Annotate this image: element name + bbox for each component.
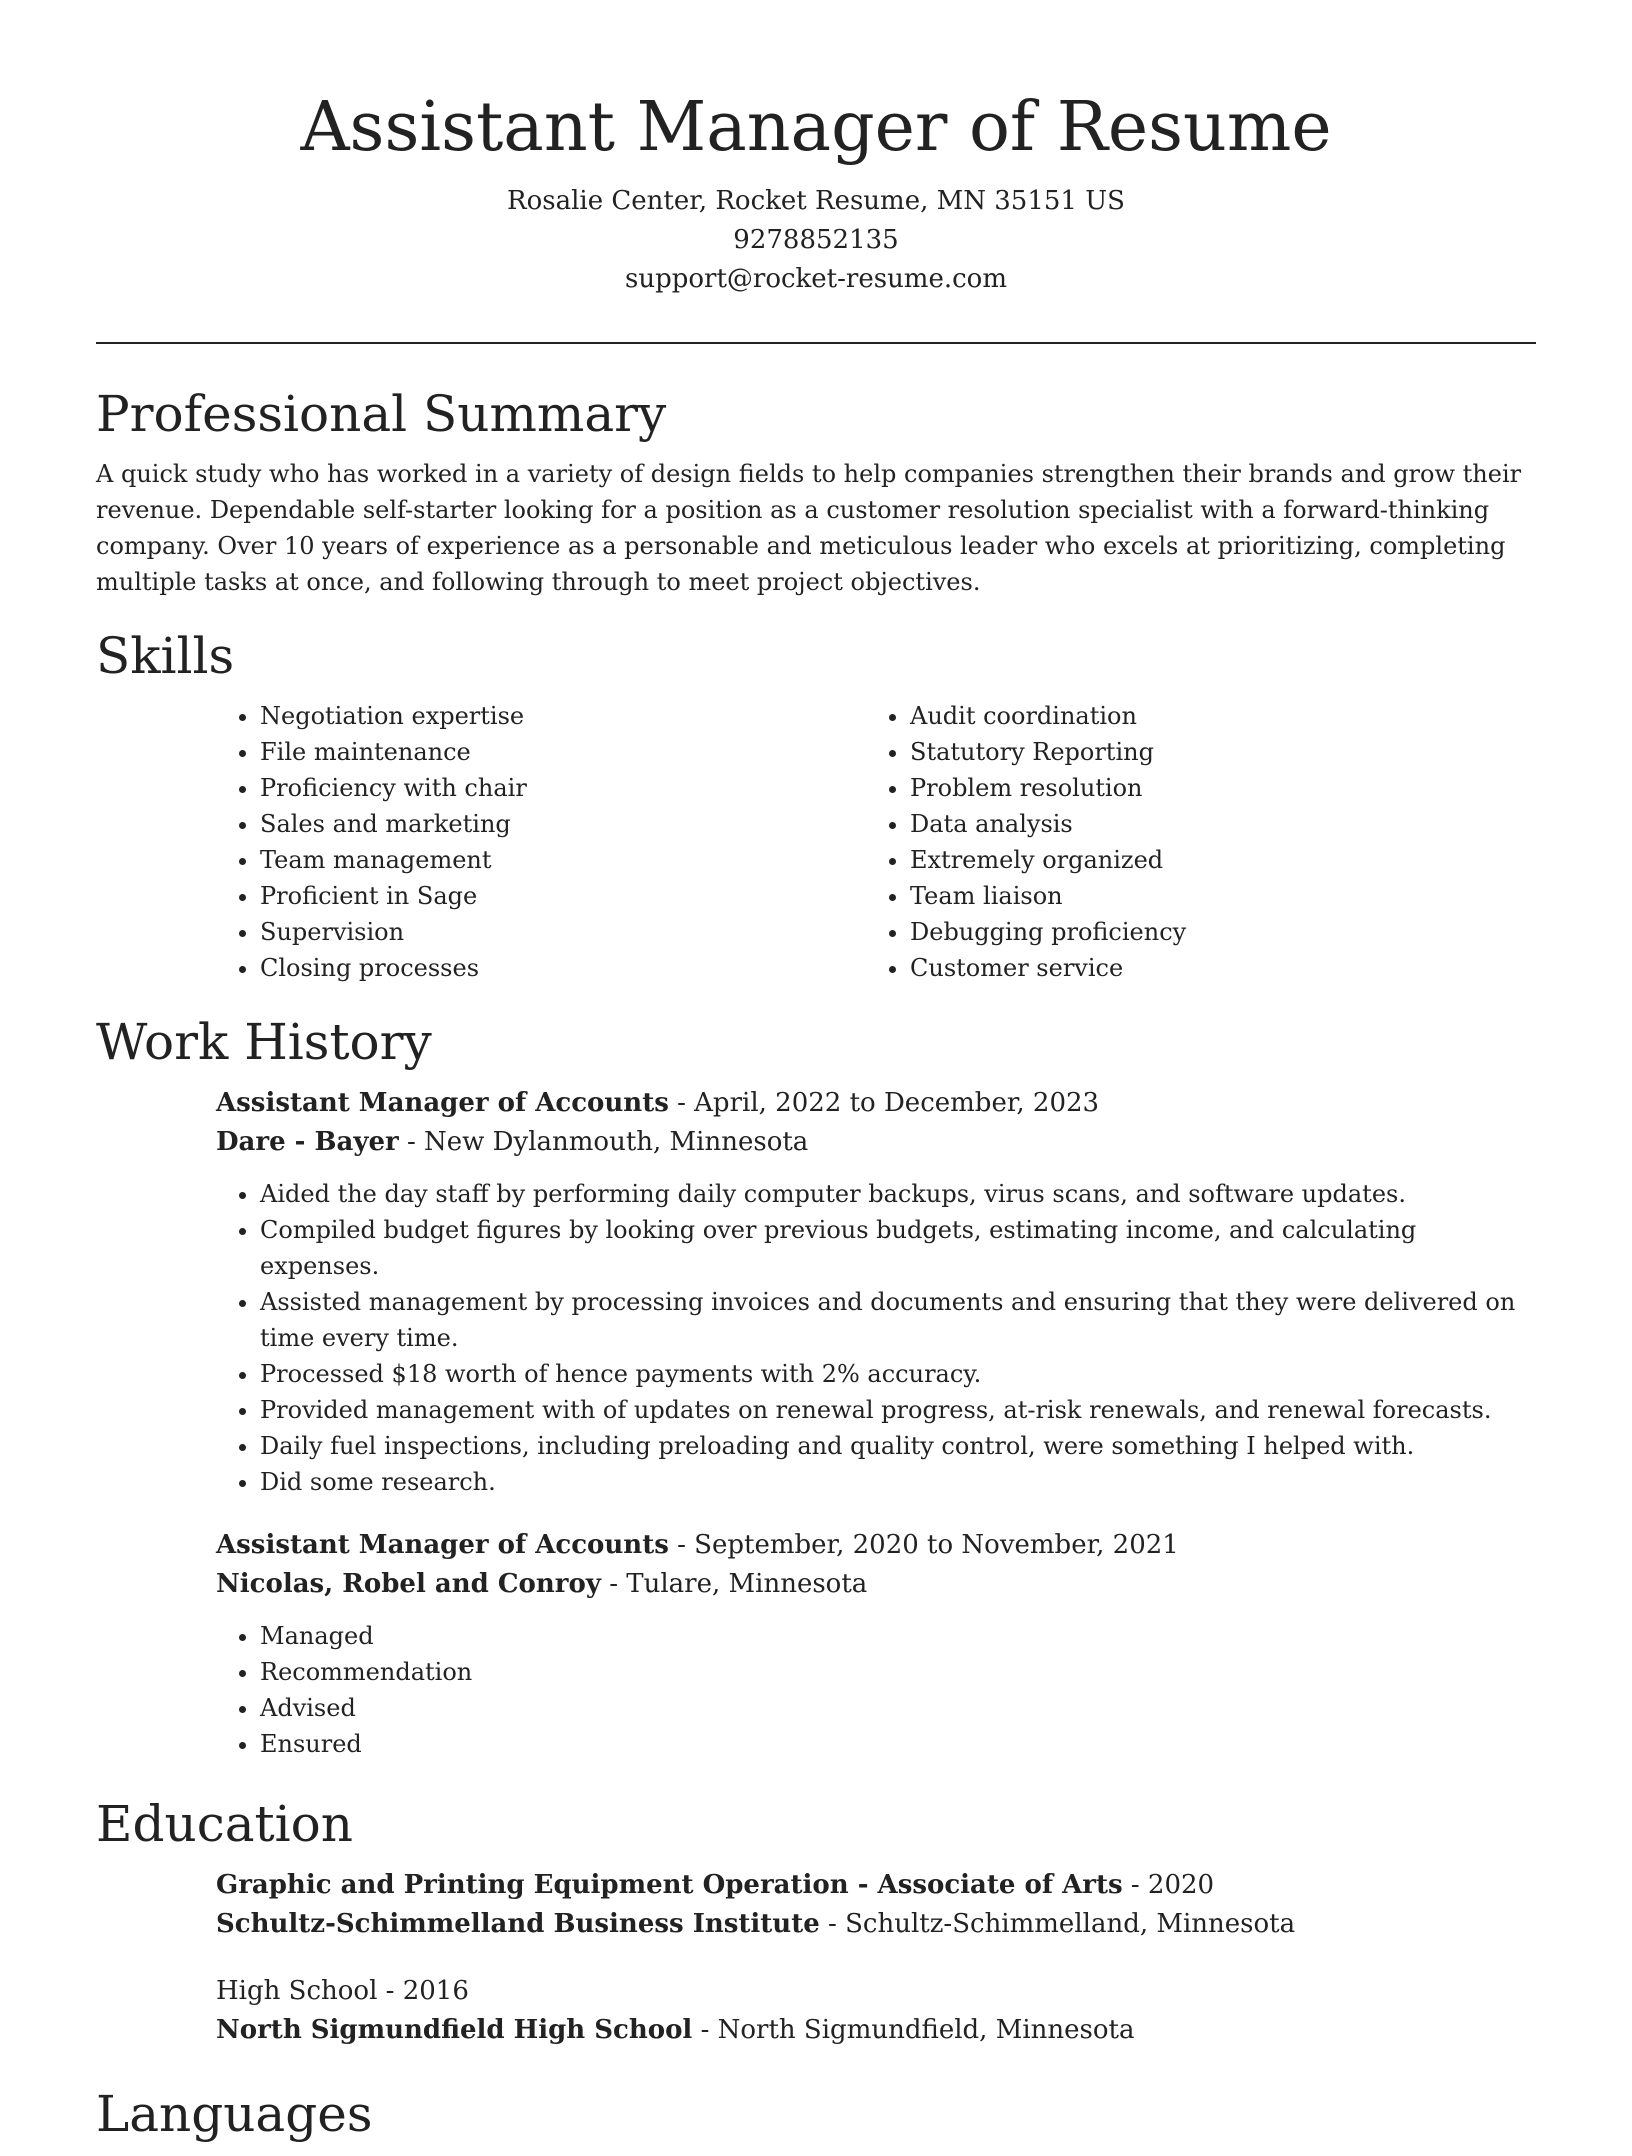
summary-heading: Professional Summary <box>96 385 667 443</box>
job-duties-list <box>216 1618 1536 1762</box>
education-heading: Education <box>96 1795 353 1853</box>
skill-item: • Team liaison <box>910 878 1516 914</box>
skill-item: • Audit coordination <box>910 698 1516 734</box>
job-company-line <box>216 1123 1536 1162</box>
job-duty: • Daily fuel inspections, including preloading and quality control, were something I helped with. <box>260 1428 1536 1464</box>
job-duty: • Assisted management by processing invoices and documents and ensuring that they were delivered on time every time. <box>260 1284 1536 1356</box>
skill-item: • Closing processes <box>260 950 866 986</box>
contact-address: Rosalie Center, Rocket Resume, MN 35151 US <box>507 186 1125 216</box>
job-duty: • Managed <box>260 1618 1536 1654</box>
job-title-line <box>216 1526 1536 1565</box>
job-duty: • Ensured <box>260 1726 1536 1762</box>
education-degree: Graphic and Printing Equipment Operation - Associate of Arts <box>216 1870 1123 1900</box>
job-duty: • Advised <box>260 1690 1536 1726</box>
education-school: Schultz-Schimmelland Business Institute <box>216 1909 820 1939</box>
contact-block <box>0 182 1632 299</box>
skills-list-right <box>866 698 1516 986</box>
skills-column-right <box>866 698 1516 986</box>
candidate-name: Assistant Manager of Resume <box>300 88 1332 167</box>
job-company: Dare - Bayer <box>216 1127 399 1157</box>
job-entry <box>216 1084 1536 1500</box>
job-location: - New Dylanmouth, Minnesota <box>398 1127 809 1157</box>
education-year: - 2020 <box>1122 1870 1215 1900</box>
job-duties-list <box>216 1176 1536 1500</box>
skills-column-left <box>216 698 866 986</box>
education-location: - North Sigmundfield, Minnesota <box>692 2015 1135 2045</box>
header-divider <box>96 342 1536 344</box>
education-degree: High School <box>216 1976 378 2006</box>
skill-item: • Supervision <box>260 914 866 950</box>
job-dates: - September, 2020 to November, 2021 <box>668 1530 1179 1560</box>
job-role: Assistant Manager of Accounts <box>216 1530 669 1560</box>
job-company: Nicolas, Robel and Conroy <box>216 1569 601 1599</box>
education-school-line <box>216 1905 1536 1944</box>
job-dates: - April, 2022 to December, 2023 <box>668 1088 1100 1118</box>
education-year: - 2016 <box>377 1976 469 2006</box>
job-role: Assistant Manager of Accounts <box>216 1088 669 1118</box>
resume-content <box>96 378 1536 2156</box>
skills-grid <box>216 698 1536 986</box>
education-school-line <box>216 2011 1536 2050</box>
job-location: - Tulare, Minnesota <box>600 1569 868 1599</box>
job-duty: • Processed $18 worth of hence payments with 2% accuracy. <box>260 1356 1536 1392</box>
education-degree-line <box>216 1972 1536 2011</box>
skill-item: • File maintenance <box>260 734 866 770</box>
skill-item: • Statutory Reporting <box>910 734 1516 770</box>
education-entry <box>216 1972 1536 2050</box>
skill-item: • Problem resolution <box>910 770 1516 806</box>
skill-item: • Customer service <box>910 950 1516 986</box>
skill-item: • Proficient in Sage <box>260 878 866 914</box>
skill-item: • Debugging proficiency <box>910 914 1516 950</box>
job-duty: • Provided management with of updates on renewal progress, at-risk renewals, and renewal forecasts. <box>260 1392 1536 1428</box>
languages-heading: Languages <box>96 2085 373 2143</box>
summary-text: A quick study who has worked in a variety of design fields to help companies strengthen their brands and grow their revenue. Dependable self-starter looking for a position as a customer resolution specialist with a forward-thinking company. Over 10 years of experience as a personable and meticulous leader who excels at prioritizing, completing multiple tasks at once, and following through to meet project objectives. <box>96 460 1522 596</box>
skills-list-left <box>216 698 866 986</box>
skill-item: • Extremely organized <box>910 842 1516 878</box>
education-degree-line <box>216 1866 1536 1905</box>
job-duty: • Aided the day staff by performing daily computer backups, virus scans, and software updates. <box>260 1176 1536 1212</box>
education-school: North Sigmundfield High School <box>216 2015 693 2045</box>
skill-item: • Team management <box>260 842 866 878</box>
job-entry <box>216 1526 1536 1762</box>
work-history-heading: Work History <box>96 1013 432 1071</box>
education-entry <box>216 1866 1536 1944</box>
skill-item: • Data analysis <box>910 806 1516 842</box>
job-duty: • Recommendation <box>260 1654 1536 1690</box>
skills-heading: Skills <box>96 627 235 685</box>
job-company-line <box>216 1565 1536 1604</box>
education-location: - Schultz-Schimmelland, Minnesota <box>819 1909 1296 1939</box>
contact-email: support@rocket-resume.com <box>624 264 1007 294</box>
contact-phone: 9278852135 <box>733 225 899 255</box>
resume-header <box>0 0 1632 299</box>
skill-item: • Sales and marketing <box>260 806 866 842</box>
job-duty: • Did some research. <box>260 1464 1536 1500</box>
job-duty: • Compiled budget figures by looking over previous budgets, estimating income, and calculating expenses. <box>260 1212 1536 1284</box>
skill-item: • Negotiation expertise <box>260 698 866 734</box>
job-title-line <box>216 1084 1536 1123</box>
skill-item: • Proficiency with chair <box>260 770 866 806</box>
